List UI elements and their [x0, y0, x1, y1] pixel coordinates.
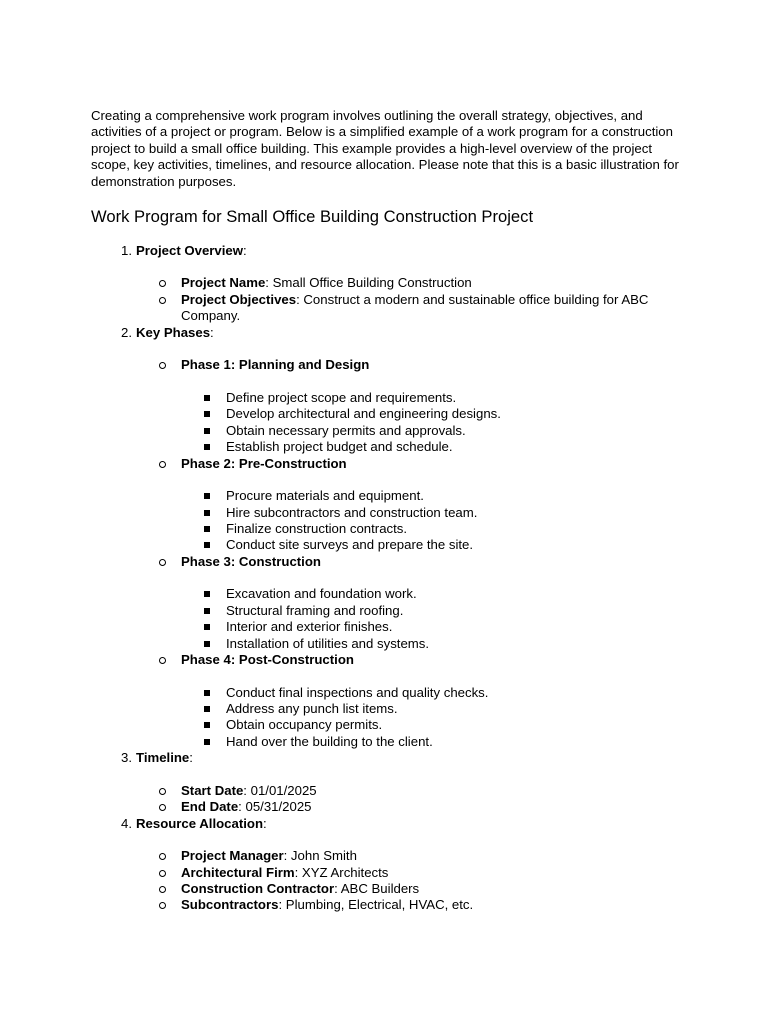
list-item [181, 275, 472, 291]
list-item [226, 603, 403, 619]
square-bullet-icon [204, 624, 210, 630]
item-key: Start Date [181, 783, 244, 798]
task-text: Address any punch list items. [226, 701, 398, 716]
square-bullet-icon [204, 608, 210, 614]
item-key: Project Name [181, 275, 266, 290]
item-value: : Construct a modern and sustainable office building for ABC Company. [181, 292, 649, 324]
circle-bullet-icon [159, 788, 166, 795]
list-number: 4. [121, 816, 132, 831]
list-item [181, 881, 419, 897]
square-bullet-icon [204, 526, 210, 532]
list-item [226, 423, 466, 439]
list-number: 2. [121, 325, 132, 340]
list-item [226, 734, 433, 750]
task-text: Obtain necessary permits and approvals. [226, 423, 466, 438]
task-text: Procure materials and equipment. [226, 488, 424, 503]
circle-bullet-icon [159, 280, 166, 287]
task-text: Excavation and foundation work. [226, 586, 417, 601]
list-item [226, 488, 424, 504]
task-text: Structural framing and roofing. [226, 603, 404, 618]
section-label: Project Overview [136, 243, 244, 258]
square-bullet-icon [204, 411, 210, 417]
square-bullet-icon [204, 591, 210, 597]
section-label: Timeline [136, 750, 190, 765]
list-item [226, 537, 473, 553]
phase-name: Phase 4: Post-Construction [181, 652, 354, 667]
item-key: Subcontractors [181, 897, 279, 912]
phase-heading [181, 357, 369, 373]
list-item [226, 406, 501, 422]
circle-bullet-icon [159, 902, 166, 909]
item-key: Architectural Firm [181, 865, 295, 880]
list-item [181, 897, 473, 913]
list-item [226, 439, 453, 455]
section-key-phases [121, 325, 214, 341]
task-text: Conduct final inspections and quality checks. [226, 685, 489, 700]
item-key: Project Manager [181, 848, 284, 863]
document-title: Work Program for Small Office Building Construction Project [91, 207, 534, 226]
square-bullet-icon [204, 428, 210, 434]
circle-bullet-icon [159, 657, 166, 664]
task-text: Finalize construction contracts. [226, 521, 408, 536]
item-key: Project Objectives [181, 292, 297, 307]
colon: : [243, 243, 247, 258]
list-item [226, 586, 417, 602]
item-value: : XYZ Architects [294, 865, 389, 880]
circle-bullet-icon [159, 297, 166, 304]
item-value: : 05/31/2025 [238, 799, 312, 814]
task-text: Conduct site surveys and prepare the site. [226, 537, 474, 552]
item-value: : Small Office Building Construction [265, 275, 472, 290]
list-item [181, 865, 388, 881]
task-text: Hand over the building to the client. [226, 734, 433, 749]
phase-heading [181, 652, 354, 668]
item-key: Construction Contractor [181, 881, 335, 896]
section-project-overview [121, 243, 247, 259]
colon: : [210, 325, 214, 340]
list-item [226, 619, 392, 635]
item-value: : ABC Builders [334, 881, 420, 896]
circle-bullet-icon [159, 853, 166, 860]
square-bullet-icon [204, 510, 210, 516]
list-item [181, 848, 357, 864]
task-text: Develop architectural and engineering designs. [226, 406, 501, 421]
phase-heading [181, 554, 321, 570]
list-item [181, 783, 317, 799]
circle-bullet-icon [159, 362, 166, 369]
phase-name: Phase 2: Pre-Construction [181, 456, 347, 471]
task-text: Define project scope and requirements. [226, 390, 457, 405]
list-item [181, 292, 681, 325]
square-bullet-icon [204, 641, 210, 647]
item-key: End Date [181, 799, 239, 814]
item-value: : 01/01/2025 [243, 783, 317, 798]
list-number: 3. [121, 750, 132, 765]
section-resource-allocation [121, 816, 267, 832]
task-text: Hire subcontractors and construction team. [226, 505, 478, 520]
square-bullet-icon [204, 542, 210, 548]
circle-bullet-icon [159, 886, 166, 893]
list-item [226, 717, 382, 733]
square-bullet-icon [204, 690, 210, 696]
list-item [226, 390, 456, 406]
colon: : [189, 750, 193, 765]
phase-name: Phase 1: Planning and Design [181, 357, 370, 372]
square-bullet-icon [204, 706, 210, 712]
circle-bullet-icon [159, 461, 166, 468]
circle-bullet-icon [159, 804, 166, 811]
square-bullet-icon [204, 739, 210, 745]
circle-bullet-icon [159, 870, 166, 877]
phase-name: Phase 3: Construction [181, 554, 321, 569]
task-text: Establish project budget and schedule. [226, 439, 453, 454]
phase-heading [181, 456, 347, 472]
list-item [226, 505, 477, 521]
section-label: Key Phases [136, 325, 211, 340]
colon: : [263, 816, 267, 831]
square-bullet-icon [204, 493, 210, 499]
task-text: Installation of utilities and systems. [226, 636, 430, 651]
item-value: : John Smith [283, 848, 357, 863]
square-bullet-icon [204, 395, 210, 401]
list-item [181, 799, 312, 815]
list-number: 1. [121, 243, 132, 258]
square-bullet-icon [204, 444, 210, 450]
list-item [226, 521, 407, 537]
circle-bullet-icon [159, 559, 166, 566]
task-text: Obtain occupancy permits. [226, 717, 383, 732]
section-timeline [121, 750, 193, 766]
section-label: Resource Allocation [136, 816, 264, 831]
list-item [226, 685, 488, 701]
item-value: : Plumbing, Electrical, HVAC, etc. [278, 897, 474, 912]
list-item [226, 701, 398, 717]
list-item [226, 636, 429, 652]
square-bullet-icon [204, 722, 210, 728]
intro-paragraph: Creating a comprehensive work program involves outlining the overall strategy, objectives, and activities of a project or program. Below is a simplified example of a work program for a construction project to build a small office building. This example provides a high-level overview of the project scope, key activities, timelines, and resource allocation. Please note that this is a basic illustration for demonstration purposes. [91, 108, 679, 189]
task-text: Interior and exterior finishes. [226, 619, 393, 634]
